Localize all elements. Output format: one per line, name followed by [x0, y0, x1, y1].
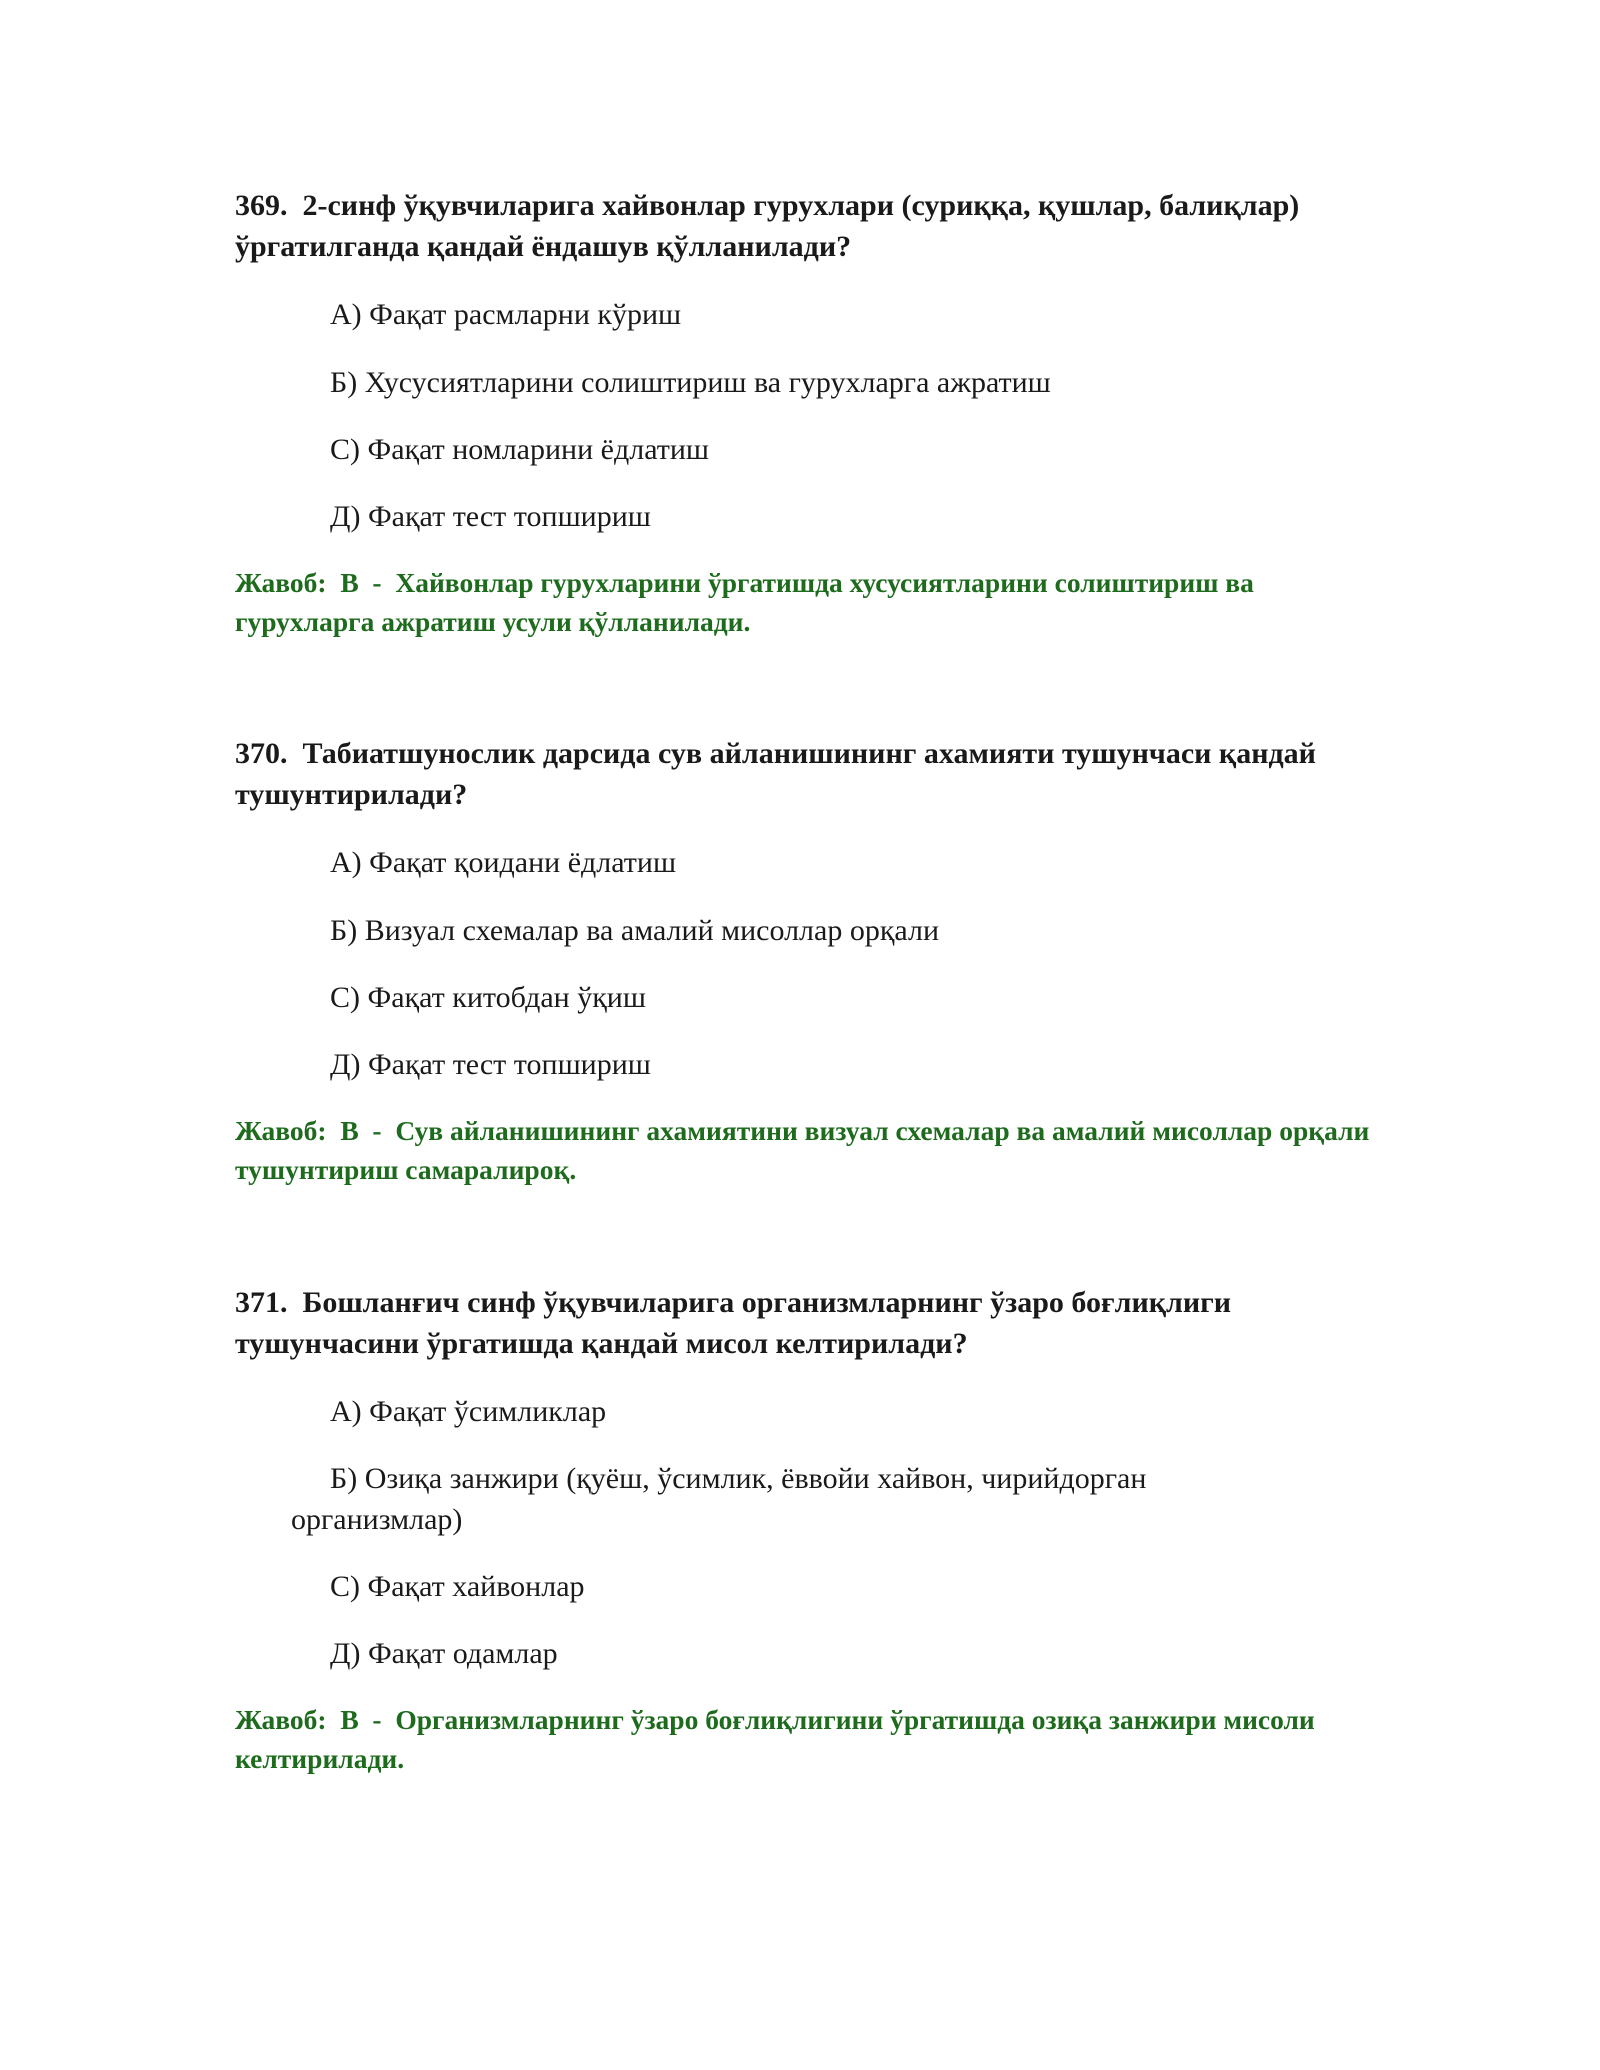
- option-d: Д) Фақат тест топшириш: [330, 500, 651, 533]
- option-a: А) Фақат ўсимликлар: [330, 1395, 607, 1428]
- question-text: [235, 733, 1375, 815]
- answer: Жавоб: В - Организмларнинг ўзаро боғлиқлигини ўргатишда озиқа занжири мисоли келтирилади.: [235, 1704, 1315, 1774]
- option-c: С) Фақат китобдан ўқиш: [330, 981, 646, 1014]
- question-number: 369.: [235, 189, 288, 222]
- option-b: Б) Визуал схемалар ва амалий мисоллар орқали: [330, 914, 940, 947]
- question-body: Бошланғич синф ўқувчиларига организмларнинг ўзаро боғлиқлиги тушунчасини ўргатишда қандай мисол келтирилади?: [235, 1286, 1232, 1360]
- question-number: 371.: [235, 1286, 288, 1319]
- question-body: Табиатшунослик дарсида сув айланишининг ахамияти тушунчаси қандай тушунтирилади?: [235, 737, 1316, 811]
- option-c: С) Фақат номларини ёдлатиш: [330, 433, 710, 466]
- question-text: [235, 1282, 1375, 1364]
- question-number: 370.: [235, 737, 288, 770]
- option-c: С) Фақат хайвонлар: [330, 1570, 585, 1603]
- option-a: А) Фақат қоидани ёдлатиш: [330, 846, 677, 879]
- question-body: 2-синф ўқувчиларига хайвонлар гурухлари (суриққа, қушлар, балиқлар) ўргатилганда қандай ёндашув қўлланилади?: [235, 189, 1300, 263]
- answer-text: Организмларнинг ўзаро боғлиқлигини ўргатишда озиқа занжири мисоли келтирилади.: [235, 1704, 1315, 1774]
- question-370: [235, 733, 1375, 1189]
- option-b: Б) Хусусиятларини солиштириш ва гурухларга ажратиш: [330, 366, 1051, 399]
- answer-letter: В: [340, 1115, 359, 1146]
- answer: Жавоб: В - Хайвонлар гурухларини ўргатишда хусусиятларини солиштириш ва гурухларга ажратиш усули қўлланилади.: [235, 567, 1254, 637]
- answer-text: Сув айланишининг ахамиятини визуал схемалар ва амалий мисоллар орқали тушунтириш самаралироқ.: [235, 1115, 1370, 1185]
- answer: Жавоб: В - Сув айланишининг ахамиятини визуал схемалар ва амалий мисоллар орқали тушунтириш самаралироқ.: [235, 1115, 1370, 1185]
- question-371: [235, 1282, 1375, 1778]
- answer-text: Хайвонлар гурухларини ўргатишда хусусиятларини солиштириш ва гурухларга ажратиш усули қўлланилади.: [235, 567, 1254, 637]
- answer-letter: В: [340, 567, 359, 598]
- option-a: А) Фақат расмларни кўриш: [330, 298, 682, 331]
- question-text: [235, 185, 1375, 267]
- answer-label: Жавоб:: [235, 567, 327, 598]
- option-b: Б) Озиқа занжири (қуёш, ўсимлик, ёввойи хайвон, чирийдорган организмлар): [291, 1462, 1147, 1536]
- question-369: [235, 185, 1375, 641]
- answer-label: Жавоб:: [235, 1704, 327, 1735]
- answer-label: Жавоб:: [235, 1115, 327, 1146]
- answer-letter: В: [340, 1704, 359, 1735]
- option-d: Д) Фақат одамлар: [330, 1637, 558, 1670]
- option-d: Д) Фақат тест топшириш: [330, 1048, 651, 1081]
